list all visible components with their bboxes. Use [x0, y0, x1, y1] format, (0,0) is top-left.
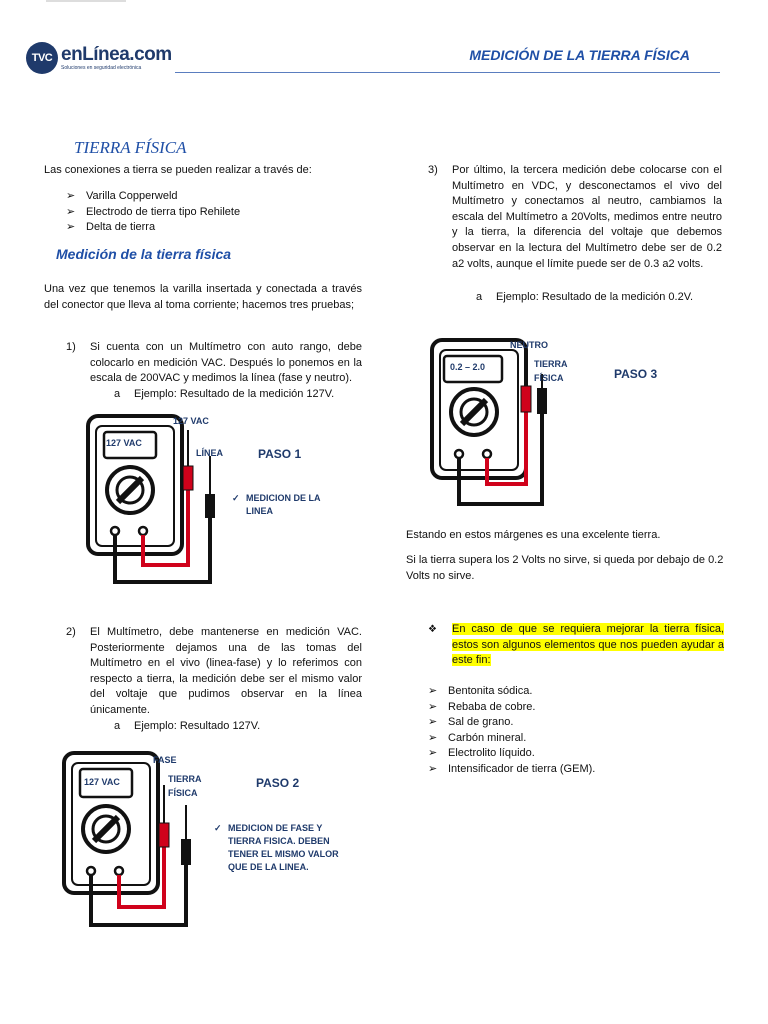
top-label: 127 VAC [173, 416, 209, 426]
check-icon: ✓ [232, 493, 240, 503]
arrow-bullet-icon: ➢ [428, 731, 438, 744]
list-item: ➢ Intensificador de tierra (GEM). [428, 762, 595, 778]
list-item: ➢ Varilla Copperweld [66, 189, 240, 205]
highlight-block [452, 622, 724, 669]
multimeter-icon [64, 753, 158, 893]
intro-text: Las conexiones a tierra se pueden realizar a través de: [44, 164, 312, 176]
top-label: FASE [153, 755, 177, 765]
logo-tagline: Soluciones en seguridad electrónica [61, 65, 142, 71]
margin-text: Estando en estos márgenes es una excelente tierra. [406, 529, 661, 541]
list-item: ➢ Electrolito líquido. [428, 746, 595, 762]
step1-number: 1) [66, 341, 76, 353]
red-probe [521, 386, 531, 412]
black-probe [205, 494, 215, 518]
red-probe [183, 466, 193, 490]
arrow-bullet-icon: ➢ [66, 190, 76, 202]
subtitle: Medición de la tierra física [56, 246, 232, 262]
paso-label: PASO 1 [258, 447, 302, 461]
step3-text: Por último, la tercera medición debe colocarse con el Multímetro en VDC, y desconectamos el vivo del Multímetro y conectamos al neutro, cambiamos la escala del Multímetro a 20Volts, medimos entre neutro y la tierra, la diferencia del voltaje que debemos observar en la lectura del Multímetro debe ser de 0.2 a2 volts, aunque el límite puede ser de 0.3 a2 volts. [452, 164, 722, 270]
lead-label: TIERRA FÍSICA [534, 359, 568, 383]
paso-label: PASO 2 [256, 776, 300, 790]
header-rule [175, 72, 720, 73]
list-item: ➢ Bentonita sódica. [428, 684, 595, 700]
step1-example: Ejemplo: Resultado de la medición 127V. [134, 388, 335, 400]
logo [26, 42, 172, 74]
limit-text: Si la tierra supera los 2 Volts no sirve, si queda por debajo de 0.2 Volts no sirve. [406, 554, 724, 582]
list-item: ➢ Carbón mineral. [428, 731, 595, 747]
figure-note: MEDICION DE FASE Y TIERRA FISICA. DEBEN TENER EL MISMO VALOR QUE DE LA LINEA. [228, 823, 339, 872]
display-reading: 127 VAC [84, 777, 120, 787]
black-probe [537, 388, 547, 414]
check-icon: ✓ [214, 823, 222, 833]
list-item: ➢ Delta de tierra [66, 220, 240, 236]
connections-list [66, 189, 240, 236]
arrow-bullet-icon: ➢ [428, 685, 438, 697]
step2-number: 2) [66, 626, 76, 638]
diamond-bullet-icon: ❖ [428, 624, 437, 635]
arrow-bullet-icon: ➢ [428, 700, 438, 713]
arrow-bullet-icon: ➢ [428, 762, 438, 775]
list-item: ➢ Sal de grano. [428, 715, 595, 731]
display-reading: 127 VAC [106, 438, 142, 448]
figure-note: MEDICION DE LA LINEA [246, 493, 321, 516]
lead-label: LÍNEA [196, 448, 223, 458]
arrow-bullet-icon: ➢ [66, 221, 76, 234]
elements-list [428, 684, 595, 778]
logo-mark: TVC [26, 42, 58, 74]
step1-text: Si cuenta con un Multímetro con auto rango, debe colocarlo en medición VAC. Después lo ponemos en la escala de 200VAC y medimos la línea (fase y neutro). [90, 341, 362, 385]
step2-text: El Multímetro, debe mantenerse en medición VAC. Posteriormente dejamos una de las tomas del Multímetro en el vivo (linea-fase) y lo referimos con respecto a tierra, la medición debe ser el mismo valor del voltaje que pudimos observar en la línea únicamente. [90, 626, 362, 716]
arrow-bullet-icon: ➢ [428, 747, 438, 760]
lead-label: TIERRA FÍSICA [168, 774, 202, 798]
step3-example-letter: a [476, 291, 483, 303]
step3-example: Ejemplo: Resultado de la medición 0.2V. [496, 291, 694, 303]
top-line [46, 0, 126, 2]
step2-example-letter: a [114, 720, 121, 732]
step3-number: 3) [428, 164, 438, 176]
section-title: TIERRA FÍSICA [74, 138, 187, 157]
highlight-text: En caso de que se requiera mejorar la tierra física, estos son algunos elementos que nos pueden ayudar a este fin: [452, 623, 724, 667]
header-title: MEDICIÓN DE LA TIERRA FÍSICA [469, 47, 690, 63]
list-item: ➢ Rebaba de cobre. [428, 700, 595, 716]
top-label: NEUTRO [510, 340, 548, 350]
multimeter-icon [432, 340, 526, 478]
logo-name: enLínea.com [61, 44, 172, 65]
paso-label: PASO 3 [614, 367, 658, 381]
list-item: ➢ Electrodo de tierra tipo Rehilete [66, 205, 240, 221]
step2-example: Ejemplo: Resultado 127V. [134, 720, 261, 732]
arrow-bullet-icon: ➢ [428, 716, 438, 729]
intro-paragraph: Una vez que tenemos la varilla insertada y conectada a través del conector que lleva al toma corriente; hacemos tres pruebas; [44, 283, 362, 311]
arrow-bullet-icon: ➢ [66, 205, 76, 218]
multimeter-icon [88, 416, 182, 554]
red-probe [159, 823, 169, 847]
step1-example-letter: a [114, 388, 121, 400]
black-probe [181, 839, 191, 865]
display-reading: 0.2 – 2.0 [450, 362, 486, 372]
